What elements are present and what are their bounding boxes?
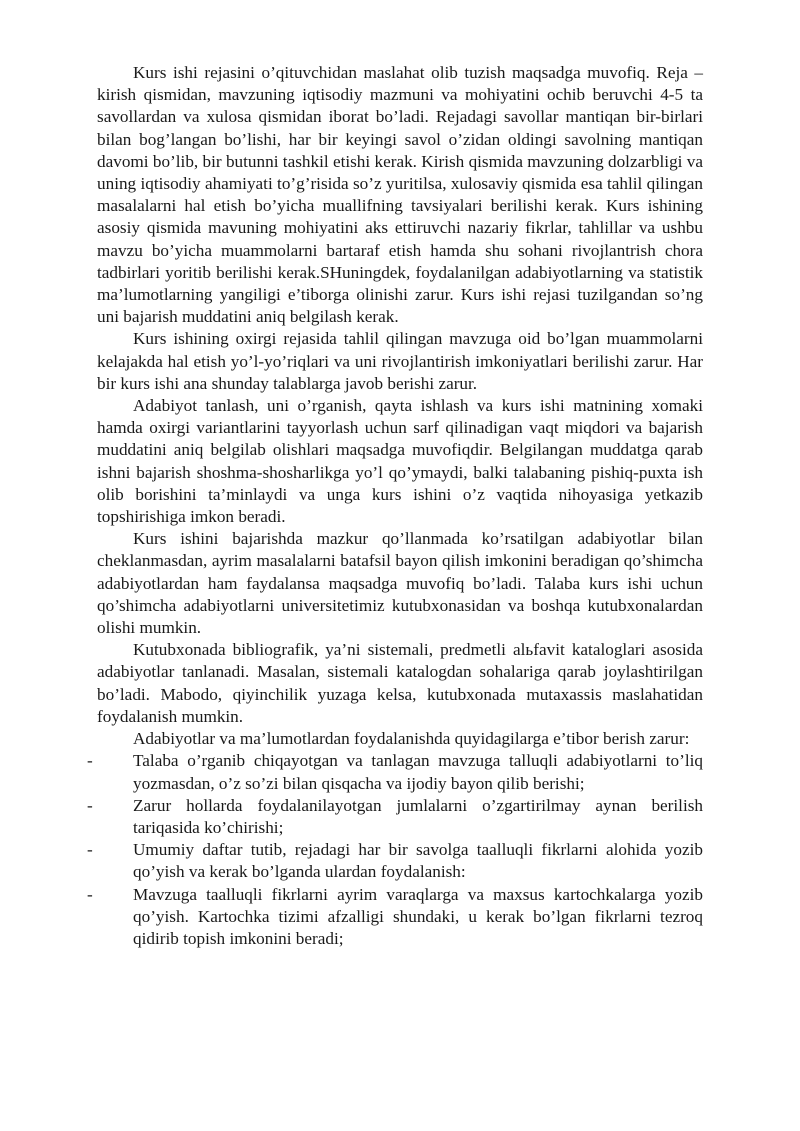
list-item [87,839,703,883]
list-item-text: Zarur hollarda foydalanilayotgan jumlalarni o’zgartirilmay aynan berilish tariqasida ko’chirishi; [133,795,703,837]
list-bullet: - [87,884,93,904]
list-item [87,795,703,839]
list-item [87,884,703,951]
paragraph-literature-selection: Adabiyot tanlash, uni o’rganish, qayta ishlash va kurs ishi matnining xomaki hamda oxirgi variantlarini tayyorlash uchun sarf qilinadigan vaqt miqdori va bajarish muddatini aniq belgilab olishlari maqsadga muvofiqdir. Belgilangan muddatga qarab ishni bajarish shoshma-shosharlikga yo’l qo’ymaydi, balki talabaning pishiq-puxta ish olib borishini ta’minlaydi va unga kurs ishini o’z vaqtida nihoyasiga yetkazib topshirishiga imkon beradi. [97,396,703,527]
list-bullet: - [87,751,93,771]
document-page [87,62,703,950]
list-item-text: Mavzuga taalluqli fikrlarni ayrim varaqlarga va maxsus kartochkalarga yozib qo’yish. Kartochka tizimi afzalligi shundaki, u kerak bo’lgan fikrlarni tezroq qidirib topish imkonini beradi; [133,884,703,948]
list-item-text: Umumiy daftar tutib, rejadagi har bir savolga taalluqli fikrlarni alohida yozib qo’yish va kerak bo’lganda ulardan foydalanish: [133,840,703,882]
paragraph-list-intro: Adabiyotlar va ma’lumotlardan foydalanishda quyidagilarga e’tibor berish zarur: [133,729,690,749]
list-item [87,750,703,794]
paragraph-plan-consultation: Kurs ishi rejasini o’qituvchidan maslahat olib tuzish maqsadga muvofiq. Reja – kirish qismidan, mavzuning iqtisodiy mazmuni va mohiyatini ochib beruvchi 4-5 ta savollardan va xulosa qismidan iborat bo’ladi. Rejadagi savollar mantiqan bir-birlari bilan bog’langan bo’lishi, har bir keyingi savol o’zidan oldingi savolning mantiqan davomi bo’lib, bir butunni tashkil etishi kerak. Kirish qismida mavzuning dolzarbligi va uning iqtisodiy ahamiyati to’g’risida so’z yuritilsa, xulosaviy qismida esa tahlil qilingan masalalarni hal etish bo’yicha muallifning tavsiyalari berilishi kerak. Kurs ishining asosiy qismida mavuning mohiyatini aks ettiruvchi nazariy fikrlar, tahlillar va ushbu mavzu bo’yicha muammolarni bartaraf etish hamda shu sohani rivojlantrish chora tadbirlari yoritib berilishi kerak.SHuningdek, foydalanilgan adabiyotlarning va statistik ma’lumotlarning yangiligi e’tiborga olinishi zarur. Kurs ishi rejasi tuzilgandan so’ng uni bajarish muddatini aniq belgilash kerak. [97,63,703,327]
paragraph-final-plan: Kurs ishining oxirgi rejasida tahlil qilingan mavzuga oid bo’lgan muammolarni kelajakda hal etish yo’l-yo’riqlari va uni rivojlantirish imkoniyatlari berilishi zarur. Har bir kurs ishi ana shunday talablarga javob berishi zarur. [97,329,703,393]
list-bullet: - [87,840,93,860]
list-item-text: Talaba o’rganib chiqayotgan va tanlagan mavzuga talluqli adabiyotlarni to’liq yozmasdan, o’z so’zi bilan qisqacha va ijodiy bayon qilib berishi; [133,751,703,793]
list-bullet: - [87,795,93,815]
guidelines-list [87,750,703,950]
paragraph-additional-literature: Kurs ishini bajarishda mazkur qo’llanmada ko’rsatilgan adabiyotlar bilan cheklanmasdan, ayrim masalalarni batafsil bayon qilish imkonini beradigan qo’shimcha adabiyotlardan ham faydalansa maqsadga muvofiq bo’ladi. Talaba kurs ishi uchun qo’shimcha adabiyotlarni universitetimiz kutubxonasidan va boshqa kutubxonalardan olishi mumkin. [97,529,703,638]
paragraph-library-catalogs: Kutubxonada bibliografik, ya’ni sistemali, predmetli alьfavit kataloglari asosida adabiyotlar tanlanadi. Masalan, sistemali katalogdan sohalariga qarab joylashtirilgan bo’ladi. Mabodo, qiyinchilik yuzaga kelsa, kutubxonada mutaxassis maslahatidan foydalanish mumkin. [97,640,703,726]
